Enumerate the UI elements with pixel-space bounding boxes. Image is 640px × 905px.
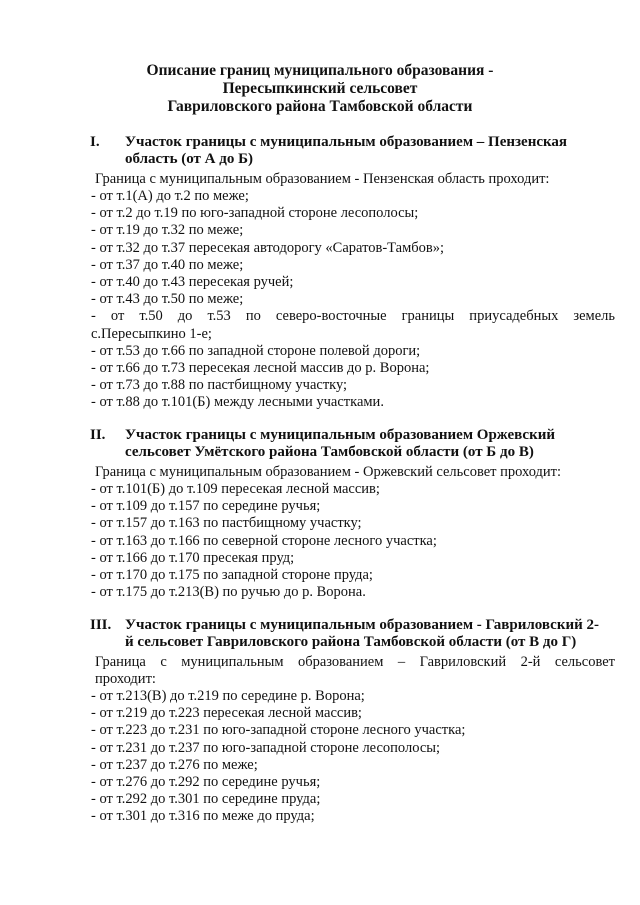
heading-line: Участок границы с муниципальным образованием Оржевский bbox=[125, 427, 556, 443]
list-item: - от т.231 до т.237 по юго-западной стороне лесополосы; bbox=[91, 739, 441, 756]
list-item: - от т.66 до т.73 пересекая лесной массив до р. Ворона; bbox=[91, 360, 430, 377]
list-item: - от т.19 до т.32 по меже; bbox=[91, 222, 244, 239]
list-item: - от т.276 до т.292 по середине ручья; bbox=[91, 774, 321, 791]
section-intro bbox=[95, 654, 615, 688]
section-1 bbox=[0, 134, 640, 412]
section-heading bbox=[0, 134, 640, 168]
list-item: - от т.101(Б) до т.109 пересекая лесной массив; bbox=[91, 481, 380, 497]
list-item: - от т.292 до т.301 по середине пруда; bbox=[91, 791, 321, 808]
list-item: - от т.37 до т.40 по меже; bbox=[91, 256, 244, 273]
boundary-list bbox=[0, 688, 640, 826]
list-item: - от т.1(А) до т.2 по меже; bbox=[91, 188, 249, 204]
list-item bbox=[91, 308, 615, 325]
list-item: - от т.73 до т.88 по пастбищному участку; bbox=[91, 377, 348, 394]
heading-line: сельсовет Умётского района Тамбовской области (от Б до В) bbox=[125, 444, 534, 460]
list-item: - от т.301 до т.316 по меже до пруда; bbox=[91, 808, 315, 825]
list-item: - от т.175 до т.213(В) по ручью до р. Ворона. bbox=[91, 584, 366, 601]
list-item: - от т.219 до т.223 пересекая лесной массив; bbox=[91, 705, 362, 722]
section-intro: Граница с муниципальным образованием - Оржевский сельсовет проходит: bbox=[95, 464, 562, 480]
list-item: - от т.53 до т.66 по западной стороне полевой дороги; bbox=[91, 342, 421, 359]
title-line: Гавриловского района Тамбовской области bbox=[167, 98, 473, 115]
section-intro: Граница с муниципальным образованием - Пензенская область проходит: bbox=[95, 171, 550, 187]
section-heading bbox=[0, 617, 640, 651]
heading-line: й сельсовет Гавриловского района Тамбовской области (от В до Г) bbox=[125, 634, 577, 650]
document-title bbox=[0, 62, 640, 116]
heading-line: Участок границы с муниципальным образованием – Пензенская bbox=[125, 134, 568, 150]
boundary-list bbox=[0, 188, 640, 412]
list-item: - от т.43 до т.50 по меже; bbox=[91, 291, 244, 308]
section-2 bbox=[0, 427, 640, 601]
title-line: Пересыпкинский сельсовет bbox=[222, 80, 418, 97]
list-item: - от т.163 до т.166 по северной стороне лесного участка; bbox=[91, 532, 437, 549]
list-item: - от т.2 до т.19 по юго-западной стороне лесополосы; bbox=[91, 205, 419, 222]
section-number: I. bbox=[90, 134, 100, 150]
list-item: - от т.170 до т.175 по западной стороне пруда; bbox=[91, 567, 373, 584]
section-number: II. bbox=[90, 427, 106, 443]
list-item: - от т.88 до т.101(Б) между лесными участками. bbox=[91, 394, 384, 411]
list-item: с.Пересыпкино 1-е; bbox=[91, 325, 212, 342]
list-item: - от т.213(В) до т.219 по середине р. Ворона; bbox=[91, 688, 365, 704]
section-3 bbox=[0, 617, 640, 826]
list-item: - от т.166 до т.170 пресекая пруд; bbox=[91, 549, 295, 566]
boundary-list bbox=[0, 481, 640, 601]
intro-line: проходит: bbox=[95, 671, 156, 687]
list-item: - от т.223 до т.231 по юго-западной стороне лесного участка; bbox=[91, 722, 466, 739]
title-line: Описание границ муниципального образования - bbox=[146, 62, 494, 79]
section-heading bbox=[0, 427, 640, 461]
intro-line: Граница с муниципальным образованием – Гавриловский 2-й сельсовет bbox=[95, 654, 615, 670]
list-item: - от т.32 до т.37 пересекая автодорогу «Саратов-Тамбов»; bbox=[91, 239, 445, 256]
list-item: - от т.237 до т.276 по меже; bbox=[91, 756, 258, 773]
heading-line: Участок границы с муниципальным образованием - Гавриловский 2- bbox=[125, 617, 600, 633]
list-item: - от т.109 до т.157 по середине ручья; bbox=[91, 498, 321, 515]
justified-line: - от т.50 до т.53 по северо-восточные границы приусадебных земель bbox=[91, 308, 615, 325]
heading-line: область (от А до Б) bbox=[125, 151, 253, 167]
section-number: III. bbox=[90, 617, 112, 633]
list-item: - от т.157 до т.163 по пастбищному участку; bbox=[91, 515, 362, 532]
list-item: - от т.40 до т.43 пересекая ручей; bbox=[91, 274, 294, 291]
